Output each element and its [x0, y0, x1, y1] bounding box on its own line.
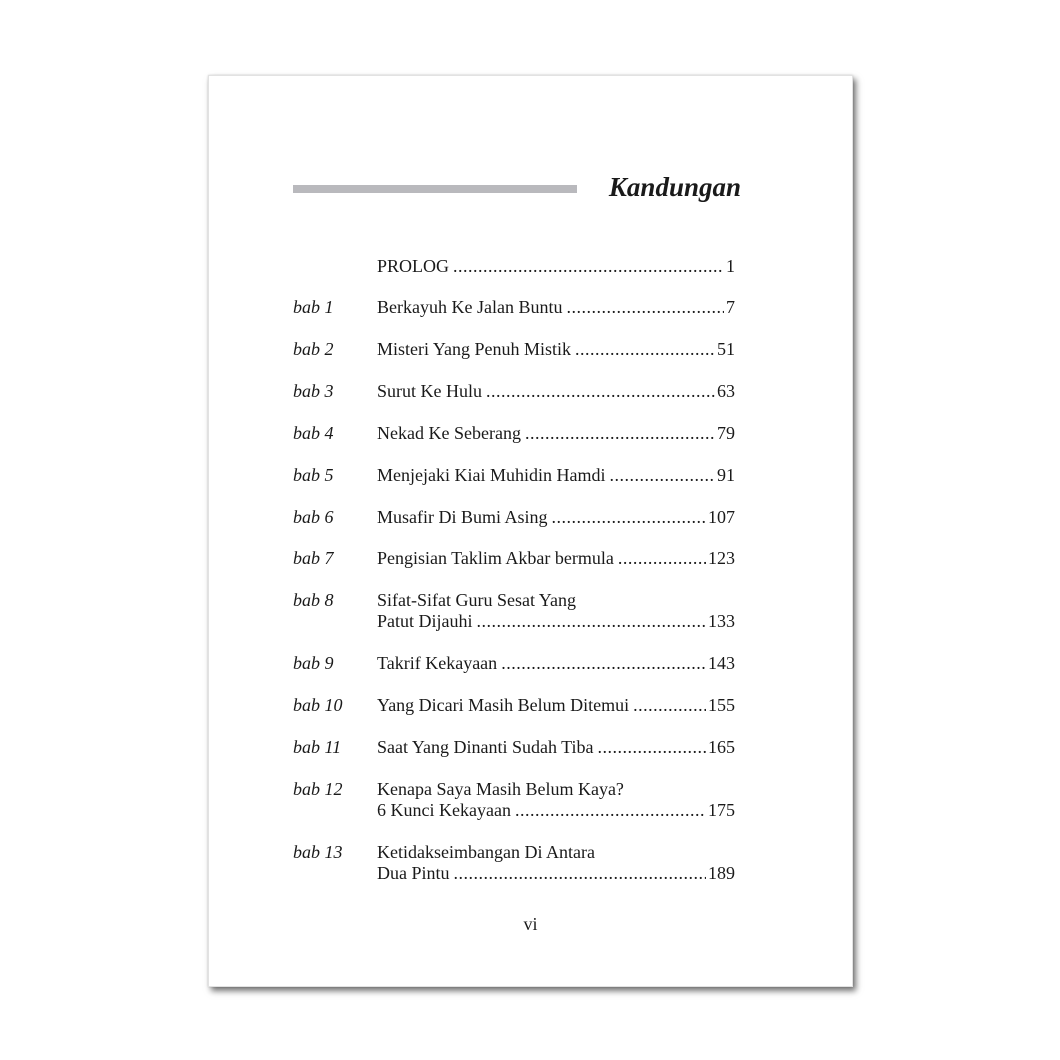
page-number: 143 [708, 653, 735, 673]
title-rule [293, 185, 577, 193]
toc-entry [377, 779, 735, 821]
chapter-label: bab 1 [293, 297, 334, 317]
folio: vi [523, 914, 538, 934]
page-number: 175 [708, 800, 735, 820]
chapter-label: bab 9 [293, 653, 334, 673]
page-number: 123 [708, 548, 735, 568]
entry-title: 6 Kunci Kekayaan [377, 800, 511, 820]
page-number: 91 [717, 465, 735, 485]
entry-title: Pengisian Taklim Akbar bermula [377, 548, 614, 568]
dot-leader [566, 297, 724, 318]
page-number: 7 [726, 297, 735, 317]
toc-entry [377, 590, 735, 632]
toc-entry [377, 423, 735, 444]
chapter-label: bab 7 [293, 548, 334, 568]
page-number: 107 [708, 507, 735, 527]
entry-title: Nekad Ke Seberang [377, 423, 521, 443]
entry-title: Berkayuh Ke Jalan Buntu [377, 297, 563, 317]
entry-title: Musafir Di Bumi Asing [377, 507, 548, 527]
dot-leader [618, 548, 706, 569]
chapter-label: bab 6 [293, 507, 334, 527]
page-number: 155 [708, 695, 735, 715]
chapter-label: bab 12 [293, 779, 343, 799]
entry-title: Kenapa Saya Masih Belum Kaya? [377, 779, 624, 799]
dot-leader [525, 423, 715, 444]
toc-entry [377, 465, 735, 486]
dot-leader [633, 695, 706, 716]
chapter-label: bab 4 [293, 423, 334, 443]
entry-title: PROLOG [377, 256, 450, 276]
dot-leader [454, 863, 706, 884]
page-number: 165 [708, 737, 735, 757]
dot-leader [598, 737, 706, 758]
entry-title: Patut Dijauhi [377, 611, 473, 631]
dot-leader [501, 653, 706, 674]
page-number: 133 [708, 611, 735, 631]
toc-entry [377, 695, 735, 716]
toc-entry [377, 297, 735, 318]
toc-entry [377, 507, 735, 528]
toc-entry [377, 548, 735, 569]
toc-entry [377, 339, 735, 360]
entry-title: Yang Dicari Masih Belum Ditemui [377, 695, 630, 715]
toc-entry [377, 737, 735, 758]
toc-entry [377, 842, 735, 884]
entry-title: Dua Pintu [377, 863, 450, 883]
page-title: Kandungan [608, 172, 741, 202]
dot-leader [515, 800, 706, 821]
page-number: 189 [708, 863, 735, 883]
page-number: 79 [717, 423, 735, 443]
entry-title: Takrif Kekayaan [377, 653, 498, 673]
toc-entry [377, 653, 735, 674]
entry-title: Misteri Yang Penuh Mistik [377, 339, 572, 359]
dot-leader [453, 256, 724, 277]
dot-leader [486, 381, 715, 402]
chapter-label: bab 2 [293, 339, 334, 359]
entry-title: Saat Yang Dinanti Sudah Tiba [377, 737, 594, 757]
entry-title: Menjejaki Kiai Muhidin Hamdi [377, 465, 606, 485]
book-page [208, 75, 853, 987]
entry-title: Sifat-Sifat Guru Sesat Yang [377, 590, 576, 610]
chapter-label: bab 5 [293, 465, 334, 485]
dot-leader [552, 507, 706, 528]
page-number: 63 [717, 381, 735, 401]
chapter-label: bab 8 [293, 590, 334, 610]
chapter-label: bab 3 [293, 381, 334, 401]
entry-title: Ketidakseimbangan Di Antara [377, 842, 595, 862]
dot-leader [477, 611, 707, 632]
page-number: 1 [726, 256, 735, 276]
chapter-label: bab 13 [293, 842, 343, 862]
toc-entry [377, 381, 735, 402]
chapter-label: bab 11 [293, 737, 342, 757]
dot-leader [575, 339, 715, 360]
page-number: 51 [717, 339, 735, 359]
dot-leader [609, 465, 715, 486]
chapter-label: bab 10 [293, 695, 343, 715]
entry-title: Surut Ke Hulu [377, 381, 482, 401]
toc-entry [377, 256, 735, 277]
